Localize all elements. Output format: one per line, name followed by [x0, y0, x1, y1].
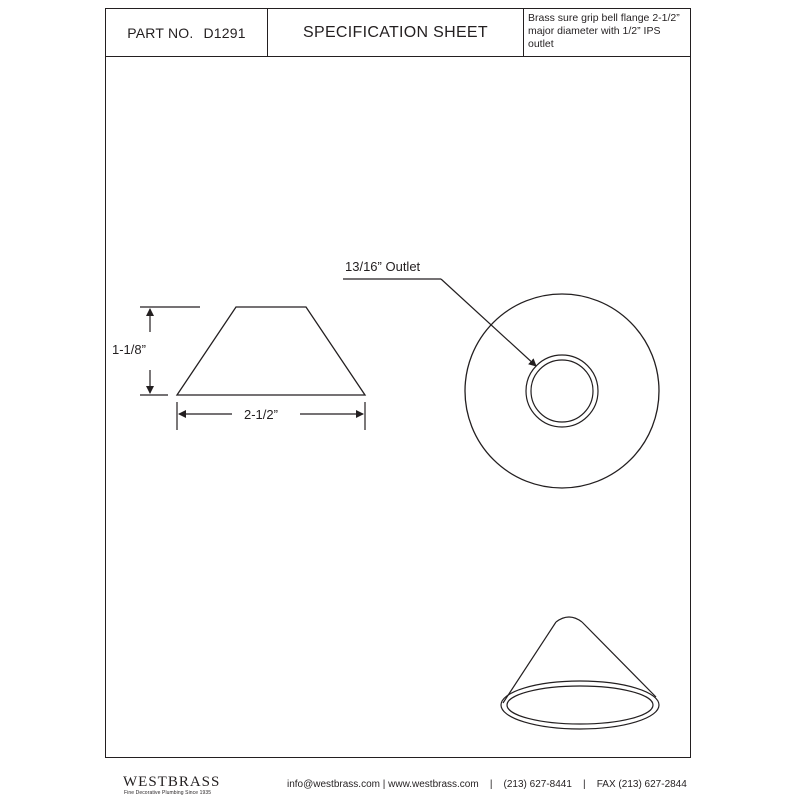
- flange-perspective-view: [501, 617, 659, 729]
- width-dimension-label: 2-1/2”: [244, 407, 278, 422]
- part-number-label: PART NO.: [127, 24, 194, 41]
- brand-tagline: Fine Decorative Plumbing Since 1935: [124, 790, 212, 796]
- part-number-value: D1291: [203, 24, 246, 41]
- height-dimension-label: 1-1/8”: [112, 342, 146, 357]
- contact-phone: (213) 627-8441: [503, 779, 572, 790]
- outlet-callout-leader: [441, 279, 536, 366]
- contact-website[interactable]: www.westbrass.com: [388, 779, 479, 790]
- sheet-title: SPECIFICATION SHEET: [303, 23, 488, 41]
- contact-line: info@westbrass.com | www.westbrass.com | (213) 627-8441 | FAX (213) 627-2844: [287, 779, 687, 790]
- contact-email[interactable]: info@westbrass.com: [287, 779, 380, 790]
- flange-side-profile: [177, 307, 365, 395]
- product-description: Brass sure grip bell flange 2-1/2” major diameter with 1/2” IPS outlet: [528, 12, 680, 50]
- flange-outer-circle: [465, 294, 659, 488]
- outlet-inner-circle: [531, 360, 593, 422]
- outlet-outer-circle: [526, 355, 598, 427]
- contact-fax: FAX (213) 627-2844: [596, 779, 687, 790]
- outlet-callout-label: 13/16” Outlet: [345, 259, 421, 274]
- westbrass-logo: WESTBRASS: [123, 774, 221, 790]
